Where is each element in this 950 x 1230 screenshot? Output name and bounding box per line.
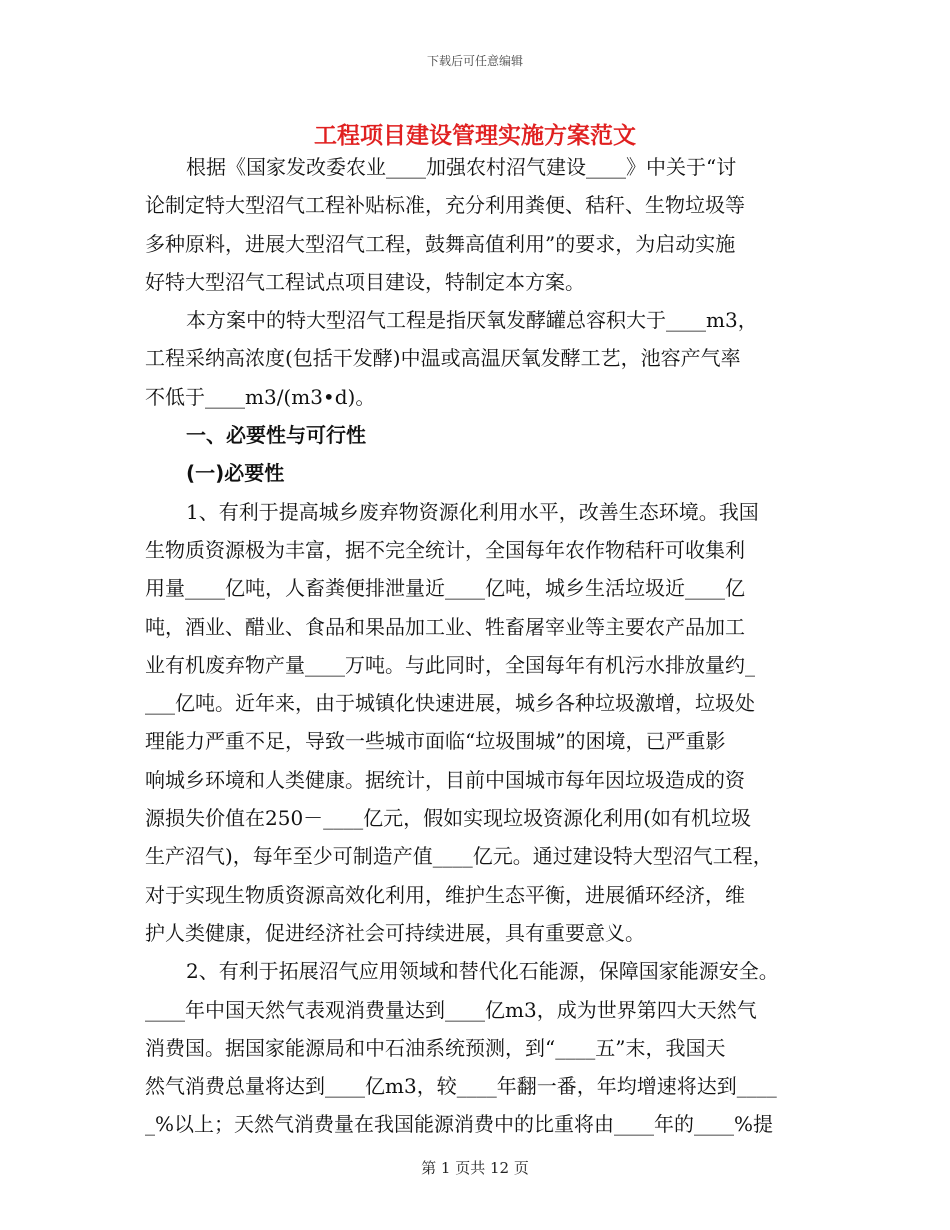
text-line: 业有机废弃物产量____万吨。与此同时，全国每年有机污水排放量约_: [145, 652, 755, 677]
text-line: 本方案中的特大型沼气工程是指厌氧发酵罐总容积大于____m3，: [186, 308, 758, 333]
text-line: 消费国。据国家能源局和中石油系统预测，到“____五”末，我国天: [145, 1035, 726, 1060]
text-line: _%以上；天然气消费量在我国能源消费中的比重将由____年的____%提: [145, 1112, 774, 1137]
text-line: 然气消费总量将达到____亿m3，较____年翻一番，年均增速将达到____: [145, 1074, 777, 1099]
section-heading: (一)必要性: [186, 461, 285, 486]
text-line: 多种原料，进展大型沼气工程，鼓舞高值利用”的要求，为启动实施: [145, 231, 736, 256]
text-line: 1、有利于提高城乡废弃物资源化利用水平，改善生态环境。我国: [186, 499, 759, 524]
text-line: 2、有利于拓展沼气应用领域和替代化石能源，保障国家能源安全。: [186, 959, 779, 984]
text-line: 根据《国家发改委农业____加强农村沼气建设____》中关于“讨: [186, 155, 737, 179]
text-line: 对于实现生物质资源高效化利用，维护生态平衡，进展循环经济，维: [145, 882, 745, 907]
page-footer: 第 1 页共 12 页: [421, 1159, 529, 1177]
text-line: ____年中国天然气表观消费量达到____亿m3，成为世界第四大天然气: [145, 997, 757, 1022]
text-line: 理能力严重不足，导致一些城市面临“垃圾围城”的困境，已严重影: [145, 729, 726, 754]
document-body: [145, 148, 810, 1144]
section-heading: 一、必要性与可行性: [186, 423, 366, 448]
document-title: 工程项目建设管理实施方案范文: [314, 123, 636, 149]
text-line: 论制定特大型沼气工程补贴标准，充分利用粪便、秸秆、生物垃圾等: [145, 193, 745, 218]
text-line: 生产沼气)，每年至少可制造产值____亿元。通过建设特大型沼气工程，: [145, 844, 773, 869]
text-line: 生物质资源极为丰富，据不完全统计，全国每年农作物秸秆可收集利: [145, 537, 745, 562]
text-line: 吨，酒业、醋业、食品和果品加工业、牲畜屠宰业等主要农产品加工: [145, 614, 745, 639]
text-line: 护人类健康，促进经济社会可持续进展，具有重要意义。: [145, 920, 645, 945]
header-note: 下载后可任意编辑: [426, 54, 523, 68]
text-line: 源损失价值在250－____亿元，假如实现垃圾资源化利用(如有机垃圾: [145, 806, 751, 831]
text-line: 响城乡环境和人类健康。据统计，目前中国城市每年因垃圾造成的资: [145, 767, 745, 792]
text-line: 工程采纳高浓度(包括干发酵)中温或高温厌氧发酵工艺，池容产气率: [145, 346, 741, 371]
text-line: 用量____亿吨，人畜粪便排泄量近____亿吨，城乡生活垃圾近____亿: [145, 576, 745, 601]
text-line: ___亿吨。近年来，由于城镇化快速进展，城乡各种垃圾激增，垃圾处: [145, 691, 755, 716]
text-line: 好特大型沼气工程试点项目建设，特制定本方案。: [145, 269, 585, 294]
text-line: 不低于____m3/(m3•d)。: [145, 384, 376, 409]
